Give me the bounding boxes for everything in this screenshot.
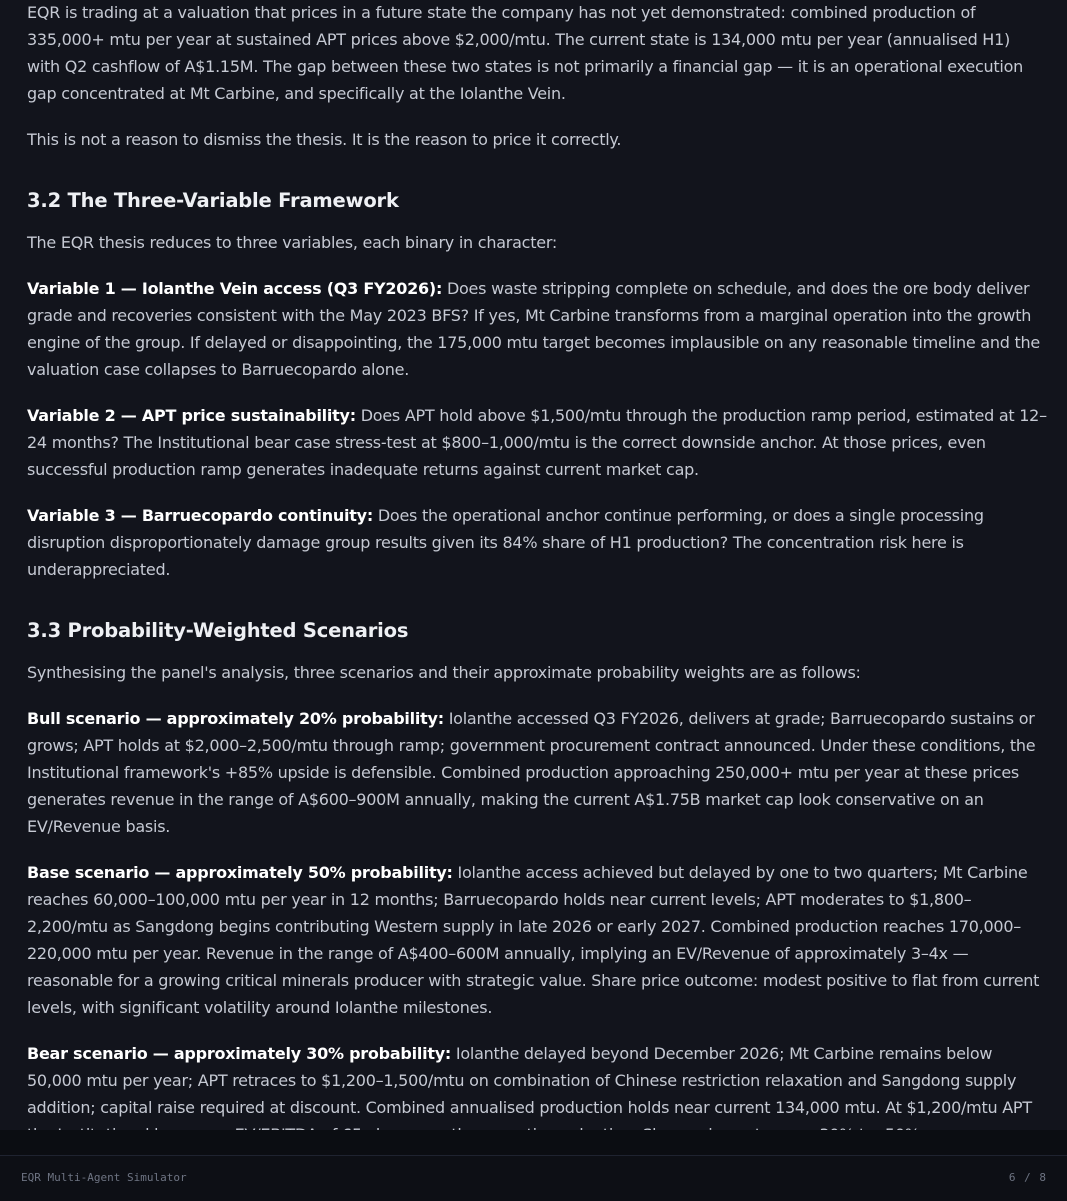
variable-3-paragraph	[27, 502, 1047, 583]
bull-scenario-label: Bull scenario — approximately 20% probability:	[27, 709, 444, 728]
variable-1-paragraph	[27, 275, 1047, 383]
variable-2-text: Does APT hold above $1,500/mtu through the production ramp period, estimated at 12–24 months? The Institutional bear case stress-test at $800–1,000/mtu is the correct downside anchor. At those prices, even successful production ramp generates inadequate returns against current market cap.	[27, 406, 1047, 479]
bear-scenario-text: Iolanthe delayed beyond December 2026; Mt Carbine remains below 50,000 mtu per year; APT retraces to $1,200–1,500/mtu on combination of Chinese restriction relaxation and Sangdong supply addition; capital raise required at discount. Combined annualised production holds near current 134,000 mtu. At $1,200/mtu APT	[27, 1044, 1032, 1117]
variable-2-paragraph	[27, 402, 1047, 483]
intro-paragraph: EQR is trading at a valuation that prices in a future state the company has not yet demonstrated: combined production of 335,000+ mtu per year at sustained APT prices above $2,000/mtu. The current state is 134,000 mtu per year (annualised H1) with Q2 cashflow of A$1.15M. The gap between these two states is not primarily a financial gap — it is an operational execution gap concentrated at Mt Carbine, and specifically at the Iolanthe Vein.	[27, 3, 1024, 103]
variable-3-text: Does the operational anchor continue performing, or does a single processing disruption disproportionately damage group results given its 84% share of H1 production? The concentration risk here is underappreciated.	[27, 506, 984, 579]
bull-scenario-paragraph	[27, 705, 1047, 840]
base-scenario-text: Iolanthe access achieved but delayed by one to two quarters; Mt Carbine reaches 60,000–100,000 mtu per year in 12 months; Barruecopardo holds near current levels; APT moderates to $1,800–2,200/mtu as Sangdong begins contributing Western supply in late 2026 or early 2027. Combined production reaches 170,000–220,000 mtu per year. Revenue in the range of A$400–600M annually, implying an EV/Revenue of approximately 3–4x — reasonable for a growing critical minerals producer with strategic value. Share price outcome: modest positive to flat from current levels, with significant volatility around Iolanthe milestones.	[27, 863, 1040, 1017]
page-indicator: 6 / 8	[1008, 1171, 1046, 1184]
variable-3-label: Variable 3 — Barruecopardo continuity:	[27, 506, 373, 525]
document-content	[27, 0, 1047, 1167]
base-scenario-label: Base scenario — approximately 50% probability:	[27, 863, 453, 882]
page-gap	[0, 1130, 1067, 1155]
thesis-note-paragraph: This is not a reason to dismiss the thesis. It is the reason to price it correctly.	[27, 130, 622, 149]
footer-app-name: EQR Multi-Agent Simulator	[21, 1171, 187, 1184]
bear-scenario-label: Bear scenario — approximately 30% probability:	[27, 1044, 452, 1063]
footer-bar	[0, 1155, 1067, 1201]
section-heading-3-3: 3.3 Probability-Weighted Scenarios	[27, 619, 409, 642]
variable-1-text: Does waste stripping complete on schedule, and does the ore body deliver grade and recoveries consistent with the May 2023 BFS? If yes, Mt Carbine transforms from a marginal operation into the growth engine of the group. If delayed or disappointing, the 175,000 mtu target becomes implausible on any reasonable timeline and the valuation case collapses to Barruecopardo alone.	[27, 279, 1040, 379]
section-heading-3-2: 3.2 The Three-Variable Framework	[27, 189, 399, 212]
scenarios-intro-paragraph: Synthesising the panel's analysis, three scenarios and their approximate probability weights are as follows:	[27, 663, 861, 682]
variable-1-label: Variable 1 — Iolanthe Vein access (Q3 FY2026):	[27, 279, 443, 298]
framework-intro-paragraph: The EQR thesis reduces to three variables, each binary in character:	[27, 233, 558, 252]
bull-scenario-text: Iolanthe accessed Q3 FY2026, delivers at grade; Barruecopardo sustains or grows; APT holds at $2,000–2,500/mtu through ramp; government procurement contract announced. Under these conditions, the Institutional framework's +85% upside is defensible. Combined production approaching 250,000+ mtu per year at these prices generates revenue in the range of A$600–900M annually, making the current A$1.75B market cap look conservative on an EV/Revenue basis.	[27, 709, 1036, 836]
base-scenario-paragraph	[27, 859, 1047, 1021]
variable-2-label: Variable 2 — APT price sustainability:	[27, 406, 356, 425]
